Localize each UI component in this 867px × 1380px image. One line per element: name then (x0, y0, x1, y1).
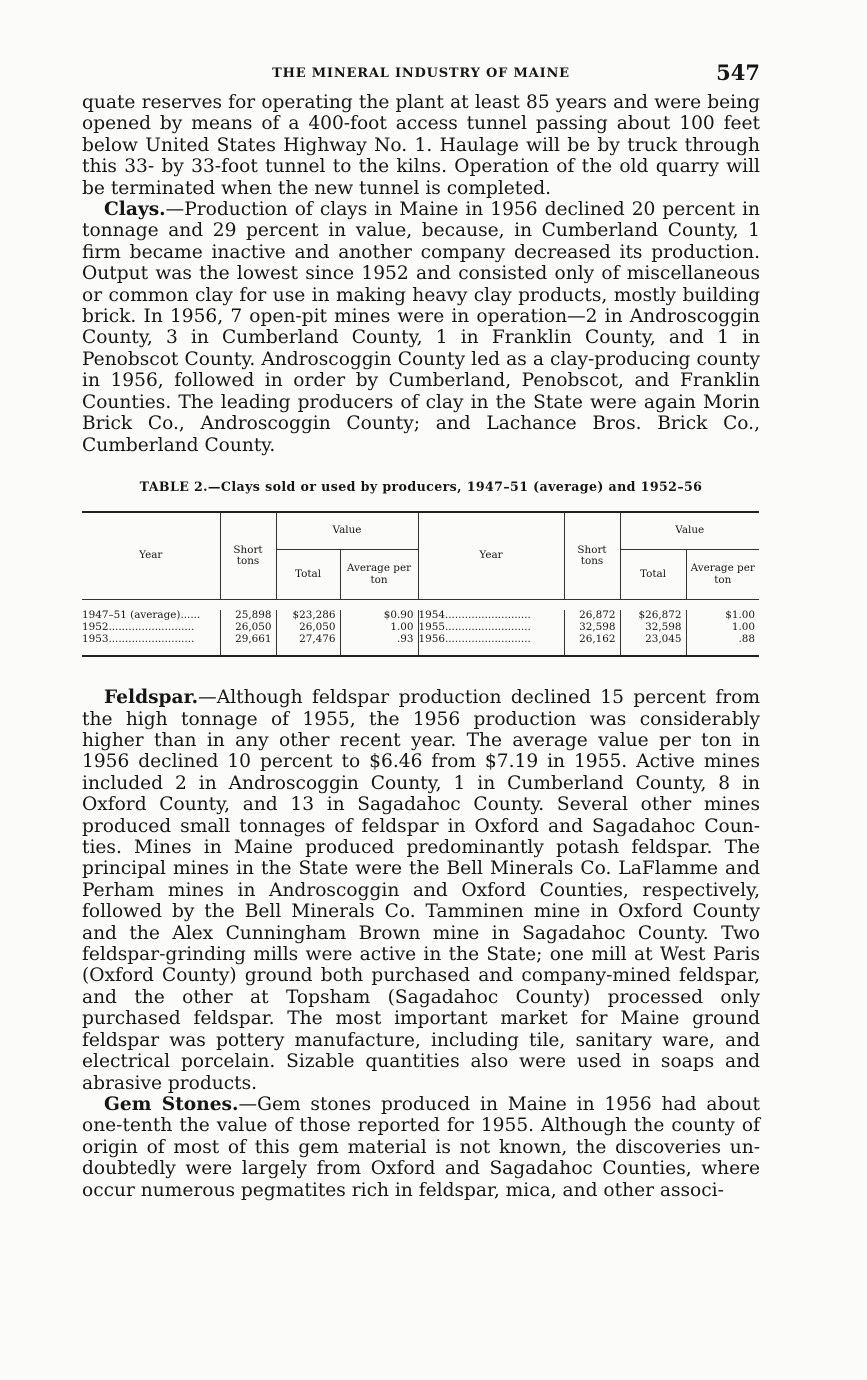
col-avg-left: Average per ton (340, 550, 418, 600)
row-tons: 26,872 (564, 610, 620, 622)
table-row (82, 634, 759, 657)
row-year: 1953.......................... (82, 632, 195, 645)
col-total-left: Total (276, 550, 340, 600)
gem-stones-text: —Gem stones produced in Maine in 1956 had about one-tenth the value of those reported for 1955. Although the county of origin of most of this gem material is not known, the discoveries undoubtedly were largely from Oxford and Sagadahoc Counties, where occur numerous pegmatites rich in feldspar, mica, and other associ- (82, 1093, 760, 1201)
col-year-right: Year (418, 512, 564, 600)
row-total: 26,050 (276, 622, 340, 634)
col-tons-left: Short tons (220, 512, 276, 600)
row-avg: .88 (686, 634, 759, 657)
col-value-left: Value (276, 512, 418, 550)
col-total-right: Total (620, 550, 686, 600)
row-total: 32,598 (620, 622, 686, 634)
row-total: 27,476 (276, 634, 340, 657)
row-avg: 1.00 (340, 622, 418, 634)
feldspar-paragraph (82, 687, 760, 1094)
row-year: 1954.......................... (418, 610, 564, 622)
intro-paragraph: quate reserves for operating the plant at least 85 years and were being opened by means of a 400-foot access tunnel passing about 100 feet below United States Highway No. 1. Haulage will be by truck through this 33- by 33-foot tunnel to the kilns. Operation of the old quarry will be terminated when the new tunnel is completed. (82, 92, 760, 199)
clays-text: —Production of clays in Maine in 1956 declined 20 percent in tonnage and 29 percent in value, because, in Cumberland County, 1 firm became inactive and another company decreased its production. Output was the lowest since 1952 and consisted only of miscellaneous or common clay for use in making heavy clay products, mostly building brick. In 1956, 7 open-pit mines were in operation—2 in Androscoggin County, 3 in Cumberland County, 1 in Franklin County, and 1 in Penobscot County. Androscoggin County led as a clay-producing county in 1956, followed in order by Cumberland, Penobscot, and Franklin Counties. The leading producers of clay in the State were again Morin Brick Co., Androscoggin County; and Lachance Bros. Brick Co., Cumberland County. (82, 199, 760, 456)
col-year-left: Year (82, 512, 220, 600)
gem-stones-paragraph (82, 1094, 760, 1201)
row-tons: 25,898 (220, 610, 276, 622)
page-number: 547 (716, 60, 760, 85)
row-avg: $0.90 (340, 610, 418, 622)
row-year: 1952.......................... (82, 621, 195, 633)
clays-paragraph (82, 199, 760, 456)
row-total: $26,872 (620, 610, 686, 622)
col-value-right: Value (620, 512, 759, 550)
table-caption: TABLE 2.—Clays sold or used by producers, 1947–51 (average) and 1952–56 (139, 478, 703, 494)
row-total: 23,045 (620, 634, 686, 657)
row-total: $23,286 (276, 610, 340, 622)
feldspar-heading: Feldspar. (104, 687, 199, 709)
row-tons: 29,661 (220, 634, 276, 657)
row-year: 1955.......................... (418, 622, 564, 634)
row-tons: 32,598 (564, 622, 620, 634)
running-title: THE MINERAL INDUSTRY OF MAINE (272, 66, 570, 81)
clays-table (82, 511, 759, 657)
clays-heading: Clays. (104, 199, 166, 221)
row-avg: $1.00 (686, 610, 759, 622)
row-tons: 26,050 (220, 622, 276, 634)
row-tons: 26,162 (564, 634, 620, 657)
col-tons-right: Short tons (564, 512, 620, 600)
col-avg-right: Average per ton (686, 550, 759, 600)
row-year: 1947–51 (average)...... (82, 609, 201, 622)
row-avg: 1.00 (686, 622, 759, 634)
running-head (82, 58, 760, 92)
page (82, 58, 760, 1201)
gem-stones-heading: Gem Stones. (104, 1093, 239, 1115)
row-year: 1956.......................... (418, 634, 564, 657)
row-avg: .93 (340, 634, 418, 657)
feldspar-text: —Although feldspar production declined 15 percent from the high tonnage of 1955, the 1956 production was considerably higher than in any other recent year. The average value per ton in 1956 declined 10 percent to $6.46 from $7.19 in 1955. Active mines included 2 in Androscoggin County, 1 in Cumberland County, 8 in Oxford County, and 13 in Sagadahoc County. Several other mines produced small tonnages of feldspar in Oxford and Sagadahoc Counties. Mines in Maine produced predominantly potash feldspar. The principal mines in the State were the Bell Minerals Co. LaFlamme and Perham mines in Androscoggin and Oxford Counties, respectively, followed by the Bell Minerals Co. Tamminen mine in Oxford County and the Alex Cunningham Brown mine in Sagadahoc County. Two feldspar-grinding mills were active in the State; one mill at West Paris (Oxford County) ground both purchased and company-mined feldspar, and the other at Topsham (Sagadahoc County) processed only purchased feldspar. The most important market for Maine ground feldspar was pottery manufacture, including tile, sanitary ware, and electrical porcelain. Sizable quantities also were used in soaps and abrasive products. (82, 687, 760, 1094)
